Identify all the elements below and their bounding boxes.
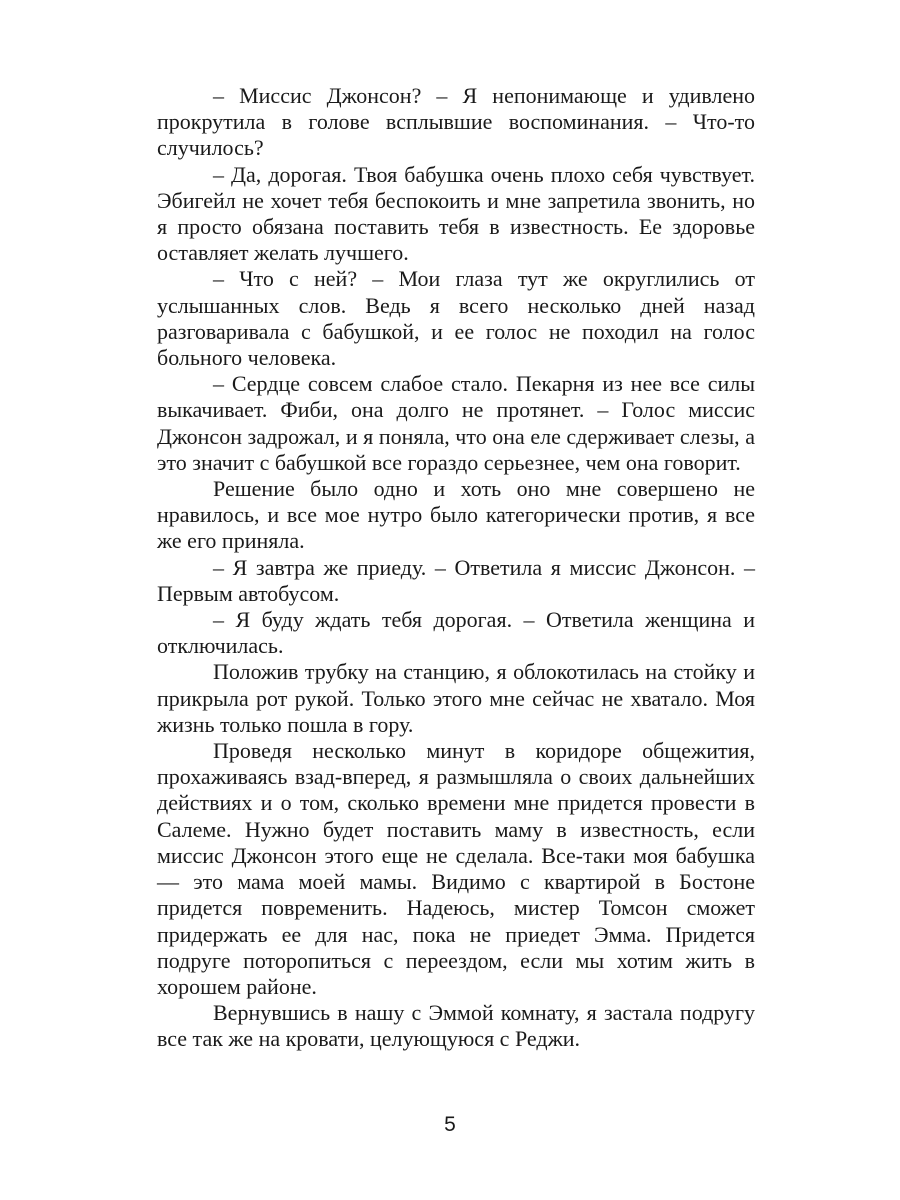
paragraph: – Я буду ждать тебя дорогая. – Ответила женщина и отключилась. [157,607,755,659]
paragraph: Вернувшись в нашу с Эммой комнату, я застала подругу все так же на кровати, целующуюся с Реджи. [157,1000,755,1052]
body-text [157,83,755,1053]
paragraph: – Сердце совсем слабое стало. Пекарня из нее все силы выкачивает. Фиби, она долго не протянет. – Голос миссис Джонсон задрожал, и я поняла, что она еле сдерживает слезы, а это значит с бабушкой все гораздо серьезнее, чем она говорит. [157,371,755,475]
paragraph: Положив трубку на станцию, я облокотилась на стойку и прикрыла рот рукой. Только этого мне сейчас не хватало. Моя жизнь только пошла в гору. [157,659,755,737]
paragraph: – Я завтра же приеду. – Ответила я миссис Джонсон. – Первым автобусом. [157,554,755,606]
paragraph: – Да, дорогая. Твоя бабушка очень плохо себя чувствует. Эбигейл не хочет тебя беспокоить и мне запретила звонить, но я просто обязана поставить тебя в известность. Ее здоровье оставляет желать лучшего. [157,161,755,266]
paragraph: Проведя несколько минут в коридоре общежития, прохаживаясь взад-вперед, я размышляла о своих дальнейших действиях и о том, сколько времени мне придется провести в Салеме. Нужно будет поставить маму в известность, если миссис Джонсон этого еще не сделала. Все-таки моя бабушка — это мама моей мамы. Видимо с квартирой в Бостоне придется повременить. Надеюсь, мистер Томсон сможет придержать ее для нас, пока не приедет Эмма. Придется подруге поторопиться с переездом, если мы хотим жить в хорошем районе. [157,738,755,999]
paragraph: – Миссис Джонсон? – Я непонимающе и удивлено прокрутила в голове всплывшие воспоминания. – Что-то случилось? [157,83,755,161]
paragraph: – Что с ней? – Мои глаза тут же округлились от услышанных слов. Ведь я всего несколько дней назад разговаривала с бабушкой, и ее голос не походил на голос больного человека. [157,266,755,371]
paragraph: Решение было одно и хоть оно мне совершено не нравилось, и все мое нутро было категорически против, я все же его приняла. [157,476,755,554]
page-number: 5 [444,1113,456,1136]
